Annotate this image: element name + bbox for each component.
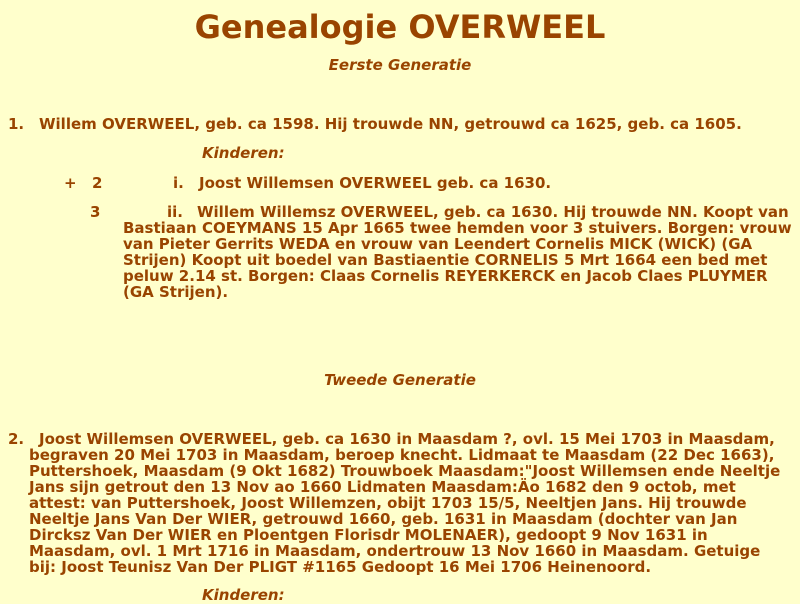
child-entry: [64, 175, 551, 191]
person-text: Willem OVERWEEL, geb. ca 1598. Hij trouwde NN, getrouwd ca 1625, geb. ca 1605.: [39, 115, 742, 133]
person-text-first-line: Joost Willemsen OVERWEEL, geb. ca 1630 in Maasdam ?, ovl. 15 Mei 1703 in Maasdam,: [39, 430, 775, 448]
generation-heading-2: Tweede Generatie: [324, 371, 476, 389]
child-marker: +: [64, 174, 77, 192]
children-label-1: Kinderen:: [202, 144, 285, 162]
child-roman: i.: [173, 174, 184, 192]
person-entry-2: [8, 431, 775, 447]
child-text: Joost Willemsen OVERWEEL geb. ca 1630.: [199, 174, 552, 192]
child-roman: ii.: [167, 203, 183, 221]
child-text-continuation: Bastiaan COEYMANS 15 Apr 1665 twee hemden voor 3 stuivers. Borgen: vrouw van Pieter Gerrits WEDA en vrouw van Leendert Cornelis MICK (WICK) (GA Strijen) Koopt uit boedel van Bastiaentie CORNELIS 5 Mrt 1664 een bed met peluw 2.14 st. Borgen: Claas Cornelis REYERKERCK en Jacob Claes PLUYMER (GA Strijen).: [123, 219, 792, 301]
person-number: 1.: [8, 115, 25, 133]
person-number: 2.: [8, 430, 25, 448]
child-text-first-line: Willem Willemsz OVERWEEL, geb. ca 1630. Hij trouwde NN. Koopt van: [197, 203, 789, 221]
page-title: Genealogie OVERWEEL: [194, 8, 606, 46]
person-text-continuation: begraven 20 Mei 1703 in Maasdam, beroep knecht. Lidmaat te Maasdam (22 Dec 1663), Puttershoek, Maasdam (9 Okt 1682) Trouwboek Maasdam:"Joost Willemsen ende Neeltje Jans sijn getrout den 13 Nov ao 1660 Lidmaten Maasdam:Äo 1682 den 9 octob, met attest: van Puttershoek, Joost Willemzen, obijt 1703 15/5, Neeltjen Jans. Hij trouwde Neeltje Jans Van Der WIER, getrouwd 1660, geb. 1631 in Maasdam (dochter van Jan Dircksz Van Der WIER en Ploentgen Florisdr MOLENAER), gedoopt 9 Nov 1631 in Maasdam, ovl. 1 Mrt 1716 in Maasdam, ondertrouw 13 Nov 1660 in Maasdam. Getuige bij: Joost Teunisz Van Der PLIGT #1165 Gedoopt 16 Mei 1706 Heinenoord.: [29, 446, 781, 576]
children-label-2: Kinderen:: [202, 586, 285, 604]
child-number: 2: [92, 174, 103, 192]
person-entry-1: [8, 116, 742, 132]
child-number: 3: [90, 203, 101, 221]
generation-heading-1: Eerste Generatie: [328, 56, 472, 74]
child-entry: [90, 204, 789, 220]
